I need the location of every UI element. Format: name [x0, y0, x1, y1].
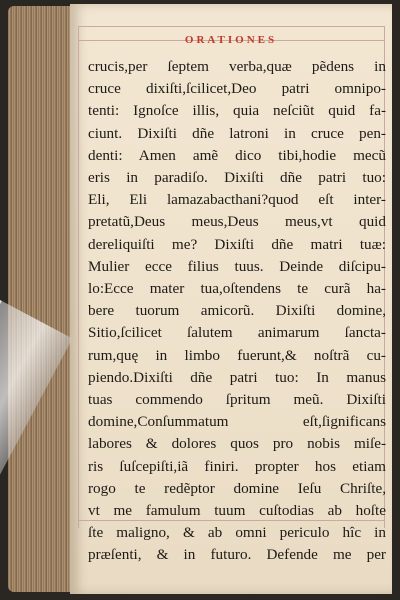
text-line: ſte maligno, & ab omni periculo hîc in: [88, 524, 386, 542]
text-line: tuas commendo ſpritum meũ. Dixiſti: [88, 391, 386, 409]
text-line: denti: Amen amẽ dico tibi,hodie mecũ: [88, 146, 386, 164]
text-line: cruce dixiſti,ſcilicet,Deo patri omnipo-: [88, 80, 386, 98]
text-line: crucis,per ſeptem verba,quæ pẽdens in: [88, 58, 386, 75]
top-rule: [78, 26, 385, 27]
text-line: lo:Ecce mater tua,oſtendens te curã ha-: [88, 280, 386, 298]
text-line: piendo.Dixiſti dñe patri tuo: In manus: [88, 368, 386, 386]
text-line: dereliquiſti me? Dixiſti dñe matri tuæ:: [88, 235, 386, 253]
page-edges: [8, 6, 74, 592]
text-line: Sitio,ſcilicet ſalutem animarum ſanctа-: [88, 324, 386, 342]
text-line: Mulier ecce filius tuus. Deinde diſcipu-: [88, 257, 386, 275]
text-line: Eli, Eli lamazabacthani?quod eſt inter-: [88, 191, 386, 209]
text-line: eris in paradiſo. Dixiſti dñe patri tuo:: [88, 169, 386, 187]
book-page: [70, 4, 392, 594]
text-line: bere tuorum amicorũ. Dixiſti domine,: [88, 302, 386, 320]
body-text: [88, 56, 386, 567]
text-line: rogo te redẽptor domine Ieſu Chriſte,: [88, 479, 386, 497]
text-line: ris ſuſcepiſti,iã finiri. propter hos etiam: [88, 457, 386, 475]
text-line: ciunt. Dixiſti dñe latroni in cruce pen-: [88, 124, 386, 142]
text-line: labores & dolores quos pro nobis miſe-: [88, 435, 386, 453]
text-line: præſenti, & in futuro. Defende me per: [88, 546, 386, 564]
text-line: domine,Conſummatum eſt,ſignificans: [88, 413, 386, 431]
left-margin-rule: [78, 26, 79, 528]
text-line: pretatũ,Deus meus,Deus meus,vt quid: [88, 213, 386, 231]
text-line: vt me famulum tuum cuſtodias ab hoſte: [88, 502, 386, 520]
running-header: ORATIONES: [184, 34, 278, 46]
text-line: rum,quę in limbo fuerunt,& noſtrã cu-: [88, 346, 386, 364]
text-line: tenti: Ignoſce illis, quia neſciũt quid fa-: [88, 102, 386, 120]
